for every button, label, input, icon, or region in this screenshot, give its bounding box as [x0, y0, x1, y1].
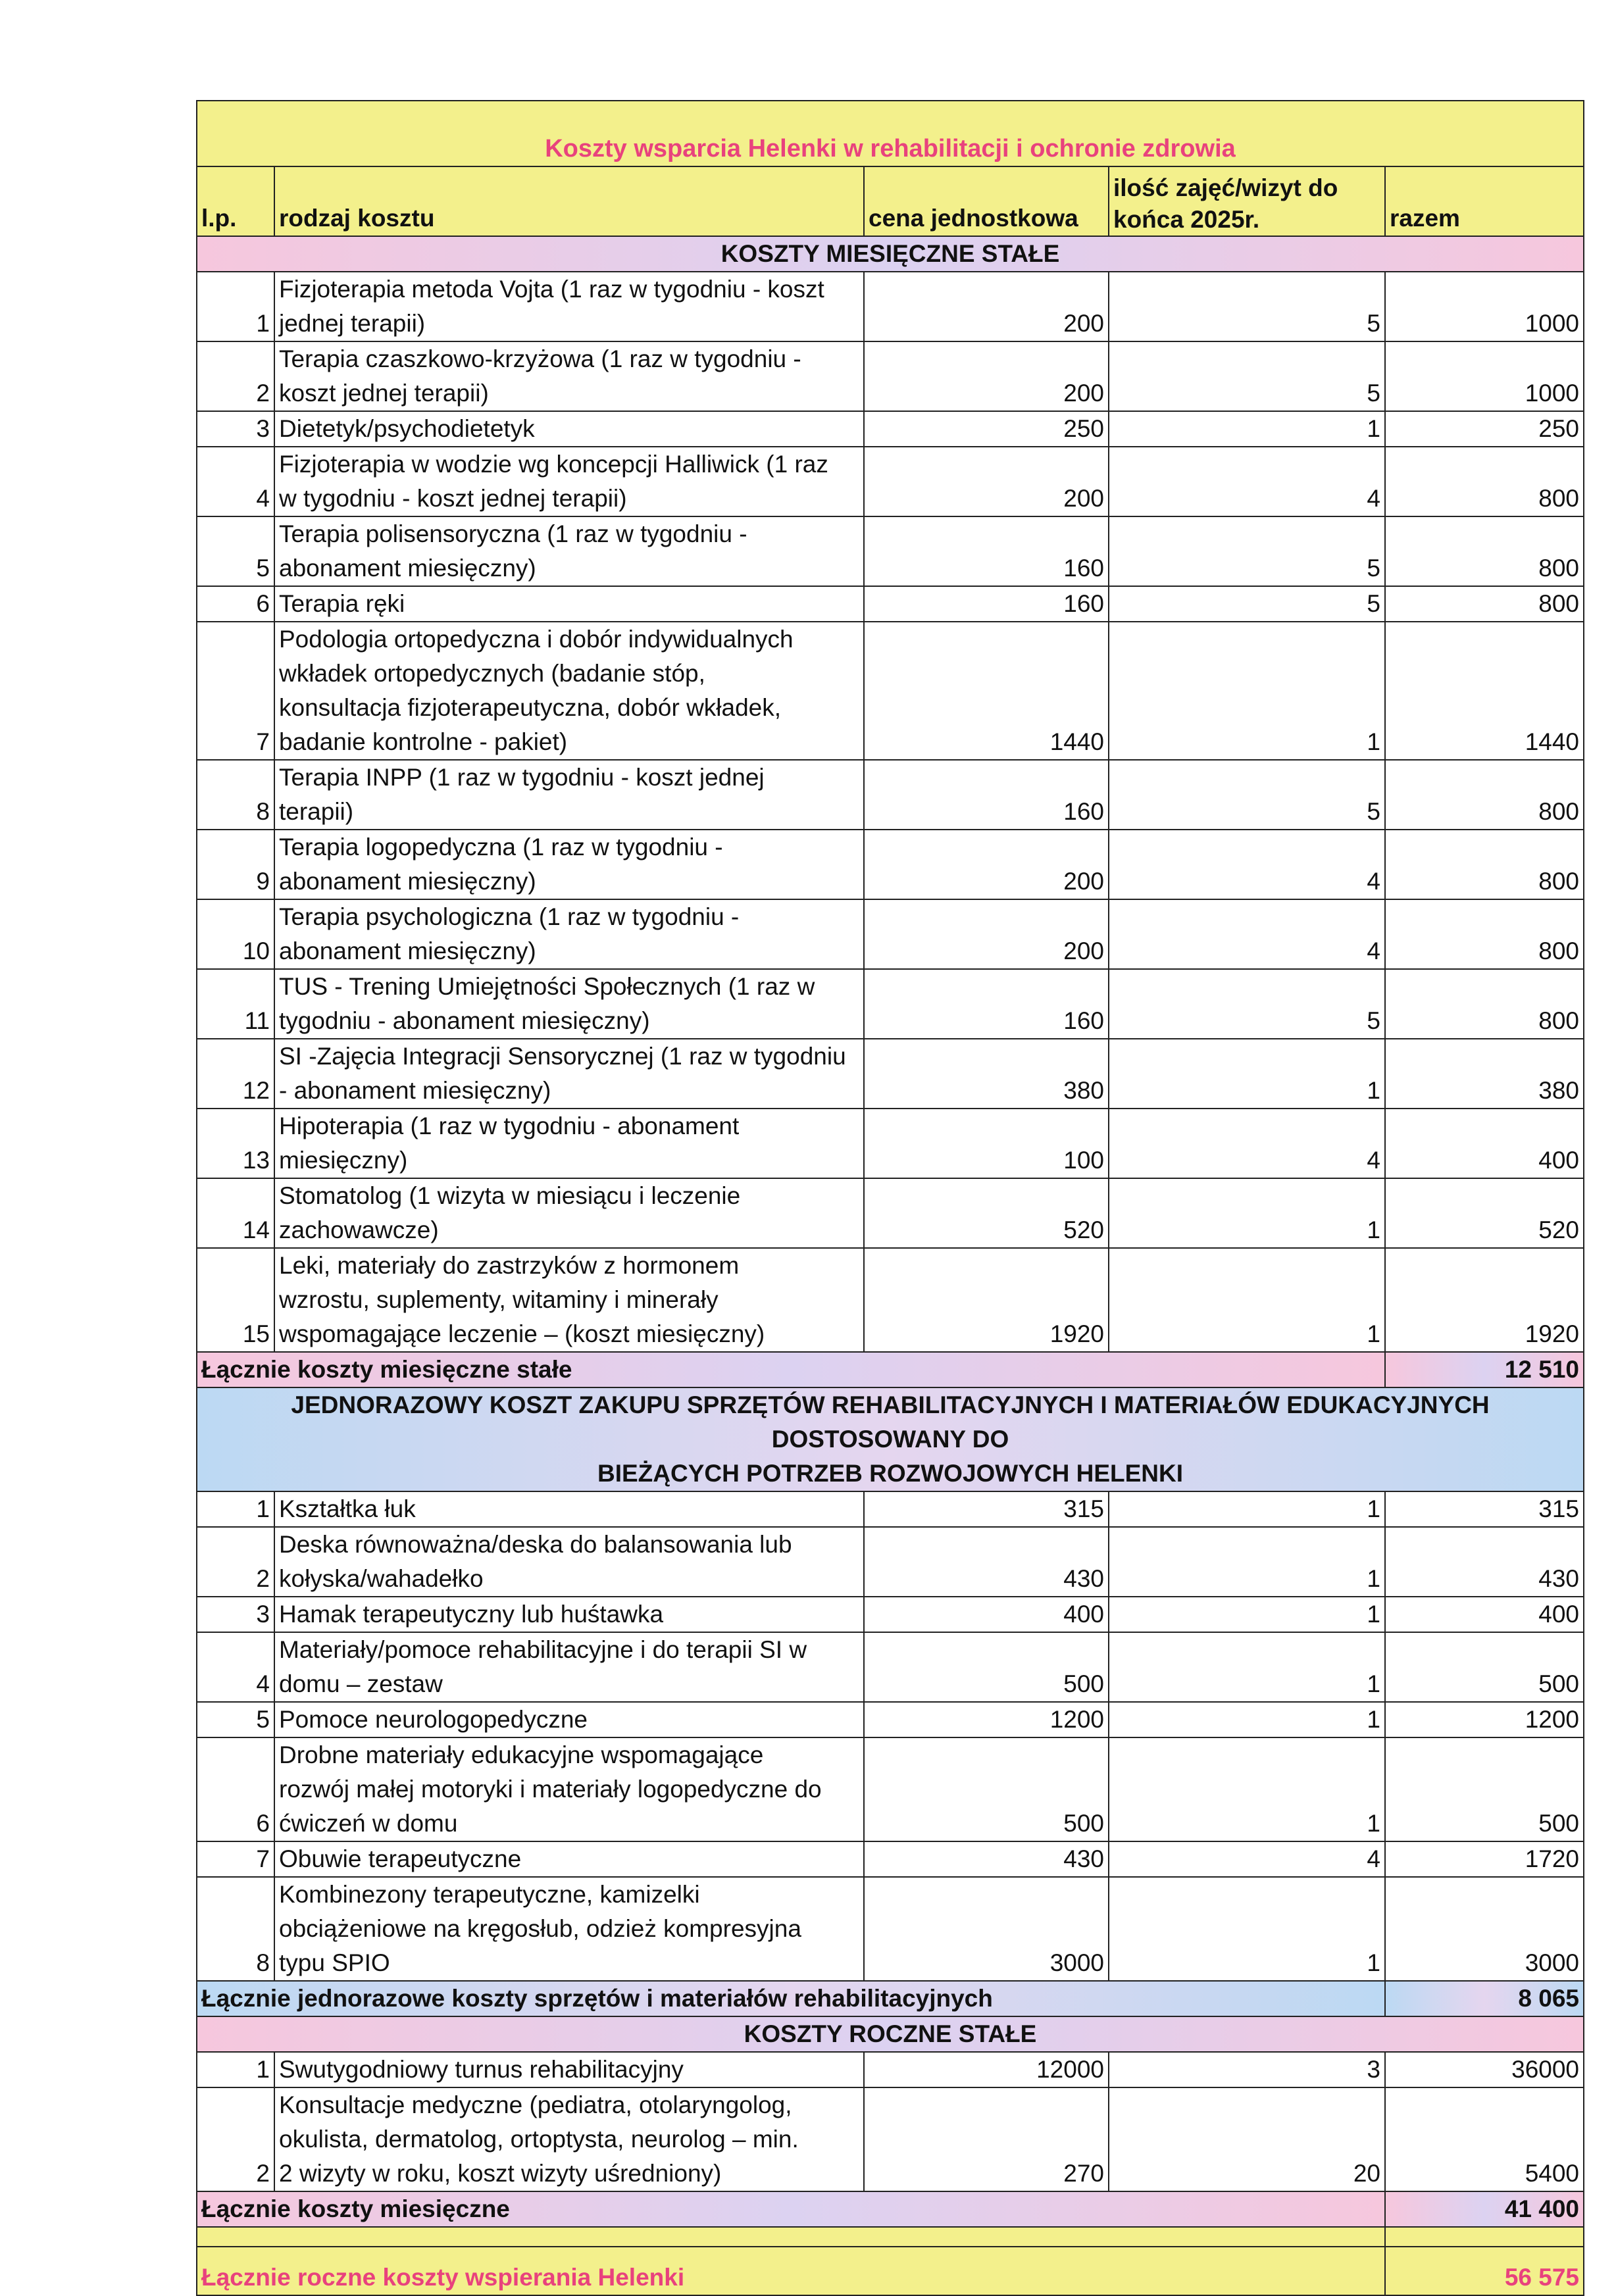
quantity: 1 [1109, 1039, 1385, 1109]
unit-price: 200 [864, 899, 1109, 969]
row-number: 12 [197, 1039, 274, 1109]
unit-price: 250 [864, 411, 1109, 447]
table-row [197, 969, 1584, 1039]
section-total-row [197, 1352, 1584, 1387]
quantity: 1 [1109, 1632, 1385, 1702]
cost-type: Podologia ortopedyczna i dobór indywidualnych wkładek ortopedycznych (badanie stóp, konsultacja fizjoterapeutyczna, dobór wkładek, badanie kontrolne - pakiet) [274, 622, 864, 760]
quantity: 20 [1109, 2087, 1385, 2191]
cost-type: SI -Zajęcia Integracji Sensorycznej (1 raz w tygodniu - abonament miesięczny) [274, 1039, 864, 1109]
section-total-value: 41 400 [1385, 2191, 1584, 2227]
quantity: 3 [1109, 2052, 1385, 2087]
row-number: 2 [197, 2087, 274, 2191]
header-type: rodzaj kosztu [274, 166, 864, 236]
row-number: 14 [197, 1178, 274, 1248]
table-row [197, 1632, 1584, 1702]
table-row [197, 1109, 1584, 1178]
section-header-row [197, 236, 1584, 272]
row-number: 5 [197, 516, 274, 586]
table-row [197, 447, 1584, 516]
quantity: 5 [1109, 272, 1385, 341]
quantity: 5 [1109, 760, 1385, 830]
spacer-row [197, 2227, 1584, 2247]
quantity: 1 [1109, 1178, 1385, 1248]
row-total: 800 [1385, 447, 1584, 516]
cost-type: Kształtka łuk [274, 1491, 864, 1527]
section-header-row [197, 1387, 1584, 1491]
spacer-cell [1385, 2227, 1584, 2247]
row-number: 9 [197, 830, 274, 899]
table-row [197, 1877, 1584, 1981]
quantity: 1 [1109, 1491, 1385, 1527]
quantity: 4 [1109, 447, 1385, 516]
title-row [197, 101, 1584, 166]
cost-type: Terapia INPP (1 raz w tygodniu - koszt jednej terapii) [274, 760, 864, 830]
table-row [197, 586, 1584, 622]
unit-price: 160 [864, 760, 1109, 830]
header-row [197, 166, 1584, 236]
cost-type: Fizjoterapia metoda Vojta (1 raz w tygodniu - koszt jednej terapii) [274, 272, 864, 341]
row-number: 5 [197, 1702, 274, 1737]
row-number: 11 [197, 969, 274, 1039]
row-total: 3000 [1385, 1877, 1584, 1981]
cost-type: Obuwie terapeutyczne [274, 1841, 864, 1877]
table-row [197, 1841, 1584, 1877]
table-row [197, 760, 1584, 830]
table-row [197, 1702, 1584, 1737]
header-lp: l.p. [197, 166, 274, 236]
cost-type: Swutygodniowy turnus rehabilitacyjny [274, 2052, 864, 2087]
row-total: 400 [1385, 1109, 1584, 1178]
quantity: 1 [1109, 1737, 1385, 1841]
unit-price: 200 [864, 447, 1109, 516]
unit-price: 12000 [864, 2052, 1109, 2087]
row-number: 6 [197, 1737, 274, 1841]
section-total-label: Łącznie koszty miesięczne [197, 2191, 1385, 2227]
row-total: 1000 [1385, 272, 1584, 341]
unit-price: 270 [864, 2087, 1109, 2191]
row-total: 250 [1385, 411, 1584, 447]
unit-price: 160 [864, 586, 1109, 622]
cost-type: Drobne materiały edukacyjne wspomagające rozwój małej motoryki i materiały logopedyczne do ćwiczeń w domu [274, 1737, 864, 1841]
unit-price: 500 [864, 1737, 1109, 1841]
cost-type: Terapia polisensoryczna (1 raz w tygodniu - abonament miesięczny) [274, 516, 864, 586]
table-row [197, 1491, 1584, 1527]
header-unit-price: cena jednostkowa [864, 166, 1109, 236]
unit-price: 200 [864, 830, 1109, 899]
row-number: 1 [197, 2052, 274, 2087]
section-title: KOSZTY ROCZNE STAŁE [197, 2016, 1584, 2052]
row-number: 7 [197, 1841, 274, 1877]
row-total: 1000 [1385, 341, 1584, 411]
cost-type: Stomatolog (1 wizyta w miesiącu i leczenie zachowawcze) [274, 1178, 864, 1248]
unit-price: 1440 [864, 622, 1109, 760]
table-row [197, 1737, 1584, 1841]
table-row [197, 1527, 1584, 1597]
row-number: 10 [197, 899, 274, 969]
quantity: 5 [1109, 969, 1385, 1039]
row-number: 7 [197, 622, 274, 760]
section-total-row [197, 1981, 1584, 2016]
unit-price: 520 [864, 1178, 1109, 1248]
row-total: 315 [1385, 1491, 1584, 1527]
table-row [197, 2087, 1584, 2191]
unit-price: 315 [864, 1491, 1109, 1527]
grand-total-label: Łącznie roczne koszty wspierania Helenki [197, 2247, 1385, 2295]
row-total: 520 [1385, 1178, 1584, 1248]
quantity: 1 [1109, 1527, 1385, 1597]
section-total-row [197, 2191, 1584, 2227]
quantity: 4 [1109, 1109, 1385, 1178]
row-number: 4 [197, 1632, 274, 1702]
row-total: 800 [1385, 586, 1584, 622]
quantity: 1 [1109, 1597, 1385, 1632]
cost-type: Deska równoważna/deska do balansowania lub kołyska/wahadełko [274, 1527, 864, 1597]
row-number: 4 [197, 447, 274, 516]
row-total: 500 [1385, 1737, 1584, 1841]
table-row [197, 1039, 1584, 1109]
cost-type: Terapia ręki [274, 586, 864, 622]
row-number: 13 [197, 1109, 274, 1178]
table-row [197, 411, 1584, 447]
row-number: 8 [197, 760, 274, 830]
quantity: 1 [1109, 1877, 1385, 1981]
row-number: 8 [197, 1877, 274, 1981]
table-row [197, 830, 1584, 899]
row-total: 1720 [1385, 1841, 1584, 1877]
row-total: 800 [1385, 969, 1584, 1039]
quantity: 1 [1109, 1248, 1385, 1352]
unit-price: 3000 [864, 1877, 1109, 1981]
row-total: 800 [1385, 760, 1584, 830]
unit-price: 100 [864, 1109, 1109, 1178]
page-title: Koszty wsparcia Helenki w rehabilitacji i ochronie zdrowia [197, 101, 1584, 166]
quantity: 4 [1109, 1841, 1385, 1877]
cost-type: Hipoterapia (1 raz w tygodniu - abonament miesięczny) [274, 1109, 864, 1178]
section-title: KOSZTY MIESIĘCZNE STAŁE [197, 236, 1584, 272]
row-total: 5400 [1385, 2087, 1584, 2191]
cost-type: Terapia psychologiczna (1 raz w tygodniu - abonament miesięczny) [274, 899, 864, 969]
table-row [197, 622, 1584, 760]
header-total: razem [1385, 166, 1584, 236]
table-row [197, 1248, 1584, 1352]
row-total: 36000 [1385, 2052, 1584, 2087]
grand-total-value: 56 575 [1385, 2247, 1584, 2295]
cost-type: Hamak terapeutyczny lub huśtawka [274, 1597, 864, 1632]
quantity: 5 [1109, 586, 1385, 622]
table-row [197, 899, 1584, 969]
spacer-cell [197, 2227, 1385, 2247]
cost-type: Pomoce neurologopedyczne [274, 1702, 864, 1737]
section-title: JEDNORAZOWY KOSZT ZAKUPU SPRZĘTÓW REHABILITACYJNYCH I MATERIAŁÓW EDUKACYJNYCH DOSTOSOWANY DO BIEŻĄCYCH POTRZEB ROZWOJOWYCH HELENKI [197, 1387, 1584, 1491]
quantity: 4 [1109, 830, 1385, 899]
table-row [197, 516, 1584, 586]
row-total: 500 [1385, 1632, 1584, 1702]
row-number: 2 [197, 341, 274, 411]
row-number: 15 [197, 1248, 274, 1352]
row-total: 1920 [1385, 1248, 1584, 1352]
quantity: 1 [1109, 411, 1385, 447]
row-total: 1200 [1385, 1702, 1584, 1737]
header-quantity: ilość zajęć/wizyt do końca 2025r. [1109, 166, 1385, 236]
unit-price: 1920 [864, 1248, 1109, 1352]
row-number: 3 [197, 411, 274, 447]
row-number: 1 [197, 1491, 274, 1527]
cost-type: Kombinezony terapeutyczne, kamizelki obciążeniowe na kręgosłub, odzież kompresyjna typu SPIO [274, 1877, 864, 1981]
section-total-value: 8 065 [1385, 1981, 1584, 2016]
row-total: 1440 [1385, 622, 1584, 760]
row-total: 800 [1385, 899, 1584, 969]
cost-type: TUS - Trening Umiejętności Społecznych (1 raz w tygodniu - abonament miesięczny) [274, 969, 864, 1039]
row-total: 380 [1385, 1039, 1584, 1109]
quantity: 1 [1109, 1702, 1385, 1737]
grand-total-row [197, 2247, 1584, 2295]
cost-type: Terapia czaszkowo-krzyżowa (1 raz w tygodniu - koszt jednej terapii) [274, 341, 864, 411]
cost-type: Dietetyk/psychodietetyk [274, 411, 864, 447]
quantity: 1 [1109, 622, 1385, 760]
unit-price: 430 [864, 1841, 1109, 1877]
quantity: 5 [1109, 516, 1385, 586]
section-total-label: Łącznie jednorazowe koszty sprzętów i materiałów rehabilitacyjnych [197, 1981, 1385, 2016]
quantity: 5 [1109, 341, 1385, 411]
section-total-label: Łącznie koszty miesięczne stałe [197, 1352, 1385, 1387]
table-row [197, 1178, 1584, 1248]
unit-price: 160 [864, 516, 1109, 586]
row-total: 400 [1385, 1597, 1584, 1632]
unit-price: 500 [864, 1632, 1109, 1702]
cost-type: Terapia logopedyczna (1 raz w tygodniu - abonament miesięczny) [274, 830, 864, 899]
table-row [197, 1597, 1584, 1632]
cost-type: Konsultacje medyczne (pediatra, otolaryngolog, okulista, dermatolog, ortoptysta, neurolog – min. 2 wizyty w roku, koszt wizyty uśredniony) [274, 2087, 864, 2191]
unit-price: 400 [864, 1597, 1109, 1632]
table-row [197, 272, 1584, 341]
cost-type: Materiały/pomoce rehabilitacyjne i do terapii SI w domu – zestaw [274, 1632, 864, 1702]
row-number: 1 [197, 272, 274, 341]
unit-price: 430 [864, 1527, 1109, 1597]
cost-type: Fizjoterapia w wodzie wg koncepcji Halliwick (1 raz w tygodniu - koszt jednej terapii) [274, 447, 864, 516]
row-total: 800 [1385, 830, 1584, 899]
unit-price: 200 [864, 341, 1109, 411]
quantity: 4 [1109, 899, 1385, 969]
unit-price: 1200 [864, 1702, 1109, 1737]
row-total: 430 [1385, 1527, 1584, 1597]
row-number: 3 [197, 1597, 274, 1632]
table-row [197, 341, 1584, 411]
section-total-value: 12 510 [1385, 1352, 1584, 1387]
section-header-row [197, 2016, 1584, 2052]
row-number: 6 [197, 586, 274, 622]
table-row [197, 2052, 1584, 2087]
unit-price: 200 [864, 272, 1109, 341]
cost-type: Leki, materiały do zastrzyków z hormonem wzrostu, suplementy, witaminy i minerały wspomagające leczenie – (koszt miesięczny) [274, 1248, 864, 1352]
row-total: 800 [1385, 516, 1584, 586]
cost-table [196, 100, 1584, 2296]
unit-price: 380 [864, 1039, 1109, 1109]
unit-price: 160 [864, 969, 1109, 1039]
row-number: 2 [197, 1527, 274, 1597]
